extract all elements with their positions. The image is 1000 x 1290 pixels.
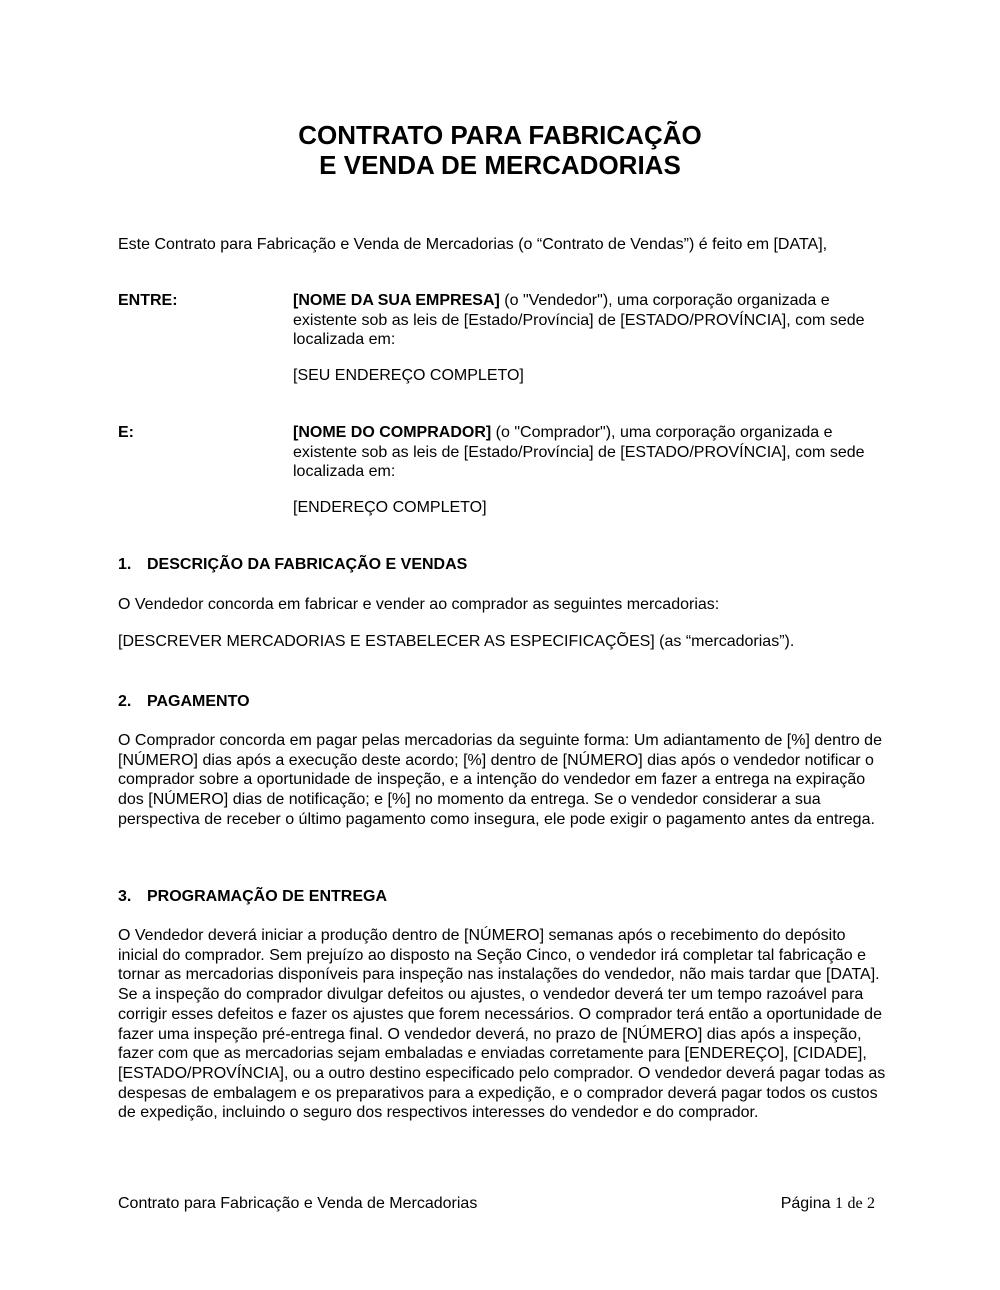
section-2-heading xyxy=(118,692,250,712)
section-1-paragraph-1: O Vendedor concorda em fabricar e vender ao comprador as seguintes mercadorias: xyxy=(118,596,720,613)
section-number: 1. xyxy=(118,556,132,573)
seller-name: [NOME DA SUA EMPRESA] xyxy=(293,292,500,309)
section-number: 2. xyxy=(118,693,132,710)
section-2-paragraph: O Comprador concorda em pagar pelas mercadorias da seguinte forma: Um adiantamento de [%] dentro de [NÚMERO] dias após a execução deste acordo; [%] dentro de [NÚMERO] dias após o vendedor notificar o comprador sobre a oportunidade de inspeção, e a intenção do vendedor em fazer a entrega na expiração dos [NÚMERO] dias de notificação; e [%] no momento da entrega. Se o vendedor considerar a sua perspectiva de receber o último pagamento como insegura, ele pode exigir o pagamento antes da entrega. xyxy=(118,732,882,828)
section-3-heading xyxy=(118,887,387,907)
party-label-buyer: E: xyxy=(118,424,134,441)
title-line-2: E VENDA DE MERCADORIAS xyxy=(319,150,681,180)
section-title: DESCRIÇÃO DA FABRICAÇÃO E VENDAS xyxy=(147,556,468,573)
party-label-seller: ENTRE: xyxy=(118,292,178,309)
total-pages: 2 xyxy=(867,1195,875,1212)
party-buyer-text xyxy=(293,423,888,482)
intro-paragraph: Este Contrato para Fabricação e Venda de Mercadorias (o “Contrato de Vendas”) é feito em [DATA], xyxy=(118,236,828,253)
current-page: 1 xyxy=(834,1195,843,1212)
section-title: PROGRAMAÇÃO DE ENTREGA xyxy=(147,888,388,905)
section-number: 3. xyxy=(118,888,132,905)
section-1-paragraph-2: [DESCREVER MERCADORIAS E ESTABELECER AS ESPECIFICAÇÕES] (as “mercadorias”). xyxy=(118,633,795,650)
section-1-heading xyxy=(118,555,467,575)
page-footer xyxy=(118,1194,875,1214)
page-of: de xyxy=(847,1195,863,1212)
title-line-1: CONTRATO PARA FABRICAÇÃO xyxy=(298,120,702,150)
section-title: PAGAMENTO xyxy=(147,693,250,710)
buyer-address: [ENDEREÇO COMPLETO] xyxy=(293,499,487,516)
footer-document-title: Contrato para Fabricação e Venda de Mercadorias xyxy=(118,1195,478,1212)
seller-address: [SEU ENDEREÇO COMPLETO] xyxy=(293,367,524,384)
document-title xyxy=(0,120,1000,180)
page-label: Página xyxy=(780,1195,831,1212)
section-3-paragraph: O Vendedor deverá iniciar a produção dentro de [NÚMERO] semanas após o recebimento do depósito inicial do comprador. Sem prejuízo ao disposto na Seção Cinco, o vendedor irá completar tal fabricação e tornar as mercadorias disponíveis para inspeção nas instalações do vendedor, não mais tardar que [DATA]. Se a inspeção do comprador divulgar defeitos ou ajustes, o vendedor deverá ter um tempo razoável para corrigir esses defeitos e fazer os ajustes que forem necessários. O comprador terá então a oportunidade de fazer uma inspeção pré-entrega final. O vendedor deverá, no prazo de [NÚMERO] dias após a inspeção, fazer com que as mercadorias sejam embaladas e enviadas corretamente para [ENDEREÇO], [CIDADE], [ESTADO/PROVÍNCIA], ou a outro destino especificado pelo comprador. O vendedor deverá pagar todas as despesas de embalagem e os preparativos para a expedição, e o comprador deverá pagar todos os custos de expedição, incluindo o seguro dos respectivos interesses do vendedor e do comprador. xyxy=(118,927,886,1122)
page-number xyxy=(781,1194,875,1214)
party-seller-text xyxy=(293,291,888,350)
buyer-description: (o "Comprador"), uma corporação organizada e existente sob as leis de [Estado/Província] de [ESTADO/PROVÍNCIA], com sede localizada em: xyxy=(293,424,865,481)
buyer-name: [NOME DO COMPRADOR] xyxy=(293,424,492,441)
seller-description: (o "Vendedor"), uma corporação organizada e existente sob as leis de [Estado/Província] de [ESTADO/PROVÍNCIA], com sede localizada em: xyxy=(293,292,865,349)
